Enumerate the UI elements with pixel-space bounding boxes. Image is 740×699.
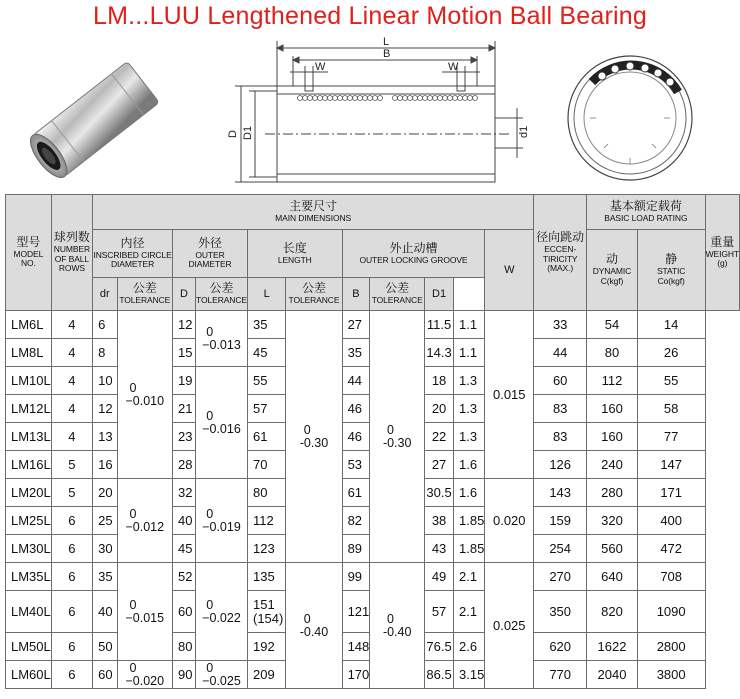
header-L-tolerance: 公差 TOLERANCE	[286, 278, 342, 311]
cell-L: 35	[247, 311, 285, 339]
header-dr-tolerance: 公差 TOLERANCE	[117, 278, 173, 311]
cell-eccentricity: 0.015	[485, 311, 534, 479]
cell-D1: 14.3	[425, 339, 454, 367]
cell-dynamic: 620	[534, 633, 587, 661]
cell-model: LM6L	[6, 311, 52, 339]
header-L: L	[247, 278, 285, 311]
header-outer-diameter: 外径 OUTER DIAMETER	[173, 230, 248, 278]
cell-D1: 27	[425, 451, 454, 479]
header-locking-groove: 外止动槽 OUTER LOCKING GROOVE	[342, 230, 485, 278]
header-length: 长度 LENGTH	[247, 230, 342, 278]
cell-eccentricity: 0.020	[485, 479, 534, 563]
cell-D1: 22	[425, 423, 454, 451]
cell-D1: 11.5	[425, 311, 454, 339]
cell-dynamic: 143	[534, 479, 587, 507]
tolerance-dr: 0 −0.012	[117, 479, 173, 563]
cell-D: 45	[173, 535, 196, 563]
cell-D: 12	[173, 311, 196, 339]
cell-dr: 20	[93, 479, 117, 507]
header-dr: dr	[93, 278, 117, 311]
cell-ball-rows: 6	[51, 563, 92, 591]
cell-D: 23	[173, 423, 196, 451]
cell-dynamic: 44	[534, 339, 587, 367]
tolerance-B: 0 -0.30	[370, 311, 425, 563]
cell-weight: 58	[637, 395, 705, 423]
cell-dynamic: 159	[534, 507, 587, 535]
cell-W: 1.85	[454, 535, 485, 563]
cell-B: 35	[342, 339, 370, 367]
cell-ball-rows: 4	[51, 395, 92, 423]
cell-dynamic: 60	[534, 367, 587, 395]
cell-weight: 472	[637, 535, 705, 563]
cell-B: 44	[342, 367, 370, 395]
cell-ball-rows: 4	[51, 311, 92, 339]
cell-weight: 1090	[637, 591, 705, 633]
cell-dr: 35	[93, 563, 117, 591]
cell-dr: 50	[93, 633, 117, 661]
cell-weight: 400	[637, 507, 705, 535]
cell-weight: 147	[637, 451, 705, 479]
cell-weight: 3800	[637, 661, 705, 689]
cell-dr: 8	[93, 339, 117, 367]
cell-dr: 12	[93, 395, 117, 423]
cell-D1: 76.5	[425, 633, 454, 661]
dim-label-L: L	[383, 36, 390, 48]
cell-L: 192	[247, 633, 285, 661]
cell-dr: 40	[93, 591, 117, 633]
cell-W: 1.1	[454, 311, 485, 339]
dim-label-D1: D1	[242, 125, 254, 140]
tolerance-B: 0 -0.40	[370, 563, 425, 689]
cell-weight: 2800	[637, 633, 705, 661]
cell-dr: 60	[93, 661, 117, 689]
cell-weight: 171	[637, 479, 705, 507]
bearing-cross-section-drawing	[205, 36, 545, 186]
cell-D: 60	[173, 591, 196, 633]
cell-D: 15	[173, 339, 196, 367]
cell-W: 1.85	[454, 507, 485, 535]
cell-model: LM16L	[6, 451, 52, 479]
cell-static: 160	[587, 395, 638, 423]
header-eccentricity: 径向跳动 ECCEN- TIRICITY (MAX.)	[534, 195, 587, 311]
cell-dr: 16	[93, 451, 117, 479]
cell-model: LM30L	[6, 535, 52, 563]
cell-dynamic: 83	[534, 395, 587, 423]
cell-ball-rows: 6	[51, 661, 92, 689]
cell-L: 55	[247, 367, 285, 395]
cell-D1: 38	[425, 507, 454, 535]
cell-static: 280	[587, 479, 638, 507]
header-basic-load-rating: 基本额定载荷 BASIC LOAD RATING	[587, 195, 705, 230]
cell-W: 1.3	[454, 367, 485, 395]
header-inscribed-diameter: 内径 INSCRIBED CIRCLE DIAMETER	[93, 230, 173, 278]
cell-dr: 13	[93, 423, 117, 451]
cell-D: 21	[173, 395, 196, 423]
cell-D: 52	[173, 563, 196, 591]
cell-static: 560	[587, 535, 638, 563]
header-B: B	[342, 278, 370, 311]
table-row	[6, 563, 740, 591]
cell-W: 1.6	[454, 479, 485, 507]
cell-D1: 86.5	[425, 661, 454, 689]
cell-B: 121	[342, 591, 370, 633]
cell-L: 57	[247, 395, 285, 423]
dim-label-d1: d1	[518, 125, 530, 138]
cell-D1: 20	[425, 395, 454, 423]
cell-B: 46	[342, 395, 370, 423]
cell-B: 148	[342, 633, 370, 661]
cell-weight: 55	[637, 367, 705, 395]
cell-dynamic: 350	[534, 591, 587, 633]
cell-B: 27	[342, 311, 370, 339]
cell-B: 170	[342, 661, 370, 689]
bearing-photo	[18, 55, 168, 185]
cell-W: 2.1	[454, 591, 485, 633]
cell-L: 61	[247, 423, 285, 451]
dim-label-B: B	[383, 48, 391, 60]
cell-ball-rows: 6	[51, 535, 92, 563]
cell-B: 89	[342, 535, 370, 563]
tolerance-dr: 0 −0.020	[117, 661, 173, 689]
dim-label-W-right: W	[448, 61, 459, 73]
cell-B: 61	[342, 479, 370, 507]
cell-W: 1.3	[454, 395, 485, 423]
table-row	[6, 311, 740, 339]
cell-D: 32	[173, 479, 196, 507]
dim-label-W-left: W	[315, 61, 326, 73]
cell-eccentricity: 0.025	[485, 563, 534, 689]
cell-static: 112	[587, 367, 638, 395]
cell-W: 1.1	[454, 339, 485, 367]
cell-D: 28	[173, 451, 196, 479]
cell-model: LM10L	[6, 367, 52, 395]
cell-weight: 14	[637, 311, 705, 339]
cell-static: 820	[587, 591, 638, 633]
cell-D1: 18	[425, 367, 454, 395]
cell-model: LM25L	[6, 507, 52, 535]
cell-weight: 77	[637, 423, 705, 451]
cell-model: LM13L	[6, 423, 52, 451]
cell-B: 46	[342, 423, 370, 451]
cell-W: 1.6	[454, 451, 485, 479]
page-title: LM...LUU Lengthened Linear Motion Ball Bearing	[93, 2, 647, 30]
cell-dr: 6	[93, 311, 117, 339]
tolerance-D: 0 −0.022	[196, 563, 248, 661]
header-main-dimensions: 主要尺寸 MAIN DIMENSIONS	[93, 195, 534, 230]
cell-ball-rows: 6	[51, 591, 92, 633]
header-w: W	[485, 230, 534, 311]
cell-dynamic: 83	[534, 423, 587, 451]
cell-ball-rows: 5	[51, 451, 92, 479]
cell-dynamic: 270	[534, 563, 587, 591]
cell-ball-rows: 6	[51, 507, 92, 535]
cell-L: 135	[247, 563, 285, 591]
cell-dr: 25	[93, 507, 117, 535]
cell-model: LM50L	[6, 633, 52, 661]
tolerance-D: 0 −0.016	[196, 367, 248, 479]
cell-dynamic: 33	[534, 311, 587, 339]
header-static: 静 STATIC Co(kgf)	[637, 230, 705, 311]
cell-L: 123	[247, 535, 285, 563]
cell-dr: 10	[93, 367, 117, 395]
cell-B: 82	[342, 507, 370, 535]
cell-dynamic: 770	[534, 661, 587, 689]
cell-model: LM35L	[6, 563, 52, 591]
cell-static: 320	[587, 507, 638, 535]
header-dynamic: 动 DYNAMIC C(kgf)	[587, 230, 638, 311]
cell-D1: 57	[425, 591, 454, 633]
cell-D1: 49	[425, 563, 454, 591]
cell-L: 80	[247, 479, 285, 507]
cell-ball-rows: 5	[51, 479, 92, 507]
cell-D: 19	[173, 367, 196, 395]
header-D: D	[173, 278, 196, 311]
tolerance-D: 0 −0.019	[196, 479, 248, 563]
cell-B: 53	[342, 451, 370, 479]
cell-L: 151 (154)	[247, 591, 285, 633]
cell-ball-rows: 4	[51, 339, 92, 367]
cell-L: 112	[247, 507, 285, 535]
header-model: 型号 MODEL NO.	[6, 195, 52, 311]
cell-ball-rows: 4	[51, 367, 92, 395]
cell-D: 40	[173, 507, 196, 535]
dim-label-D: D	[227, 130, 239, 138]
cell-dynamic: 254	[534, 535, 587, 563]
cell-weight: 26	[637, 339, 705, 367]
cell-L: 45	[247, 339, 285, 367]
cell-model: LM60L	[6, 661, 52, 689]
cell-model: LM8L	[6, 339, 52, 367]
tolerance-dr: 0 −0.015	[117, 563, 173, 661]
cell-D1: 30.5	[425, 479, 454, 507]
cell-B: 99	[342, 563, 370, 591]
cell-D: 90	[173, 661, 196, 689]
bearing-end-view-drawing	[560, 48, 700, 188]
cell-model: LM40L	[6, 591, 52, 633]
cell-L: 70	[247, 451, 285, 479]
header-D1: D1	[425, 278, 454, 311]
cell-dynamic: 126	[534, 451, 587, 479]
cell-ball-rows: 6	[51, 633, 92, 661]
cell-W: 2.6	[454, 633, 485, 661]
cell-static: 240	[587, 451, 638, 479]
header-B-tolerance: 公差 TOLERANCE	[370, 278, 425, 311]
header-D-tolerance: 公差 TOLERANCE	[196, 278, 248, 311]
cell-ball-rows: 4	[51, 423, 92, 451]
cell-D: 80	[173, 633, 196, 661]
tolerance-D: 0 −0.025	[196, 661, 248, 689]
cell-dr: 30	[93, 535, 117, 563]
cell-model: LM12L	[6, 395, 52, 423]
cell-W: 2.1	[454, 563, 485, 591]
cell-static: 640	[587, 563, 638, 591]
header-weight: 重量 WEIGHT (g)	[705, 195, 739, 311]
cell-W: 3.15	[454, 661, 485, 689]
header-ball-rows: 球列数 NUMBER OF BALL ROWS	[51, 195, 92, 311]
tolerance-dr: 0 −0.010	[117, 311, 173, 479]
cell-weight: 708	[637, 563, 705, 591]
cell-static: 160	[587, 423, 638, 451]
cell-static: 54	[587, 311, 638, 339]
cell-L: 209	[247, 661, 285, 689]
tolerance-D: 0 −0.013	[196, 311, 248, 367]
tolerance-L: 0 -0.40	[286, 563, 342, 689]
cell-model: LM20L	[6, 479, 52, 507]
tolerance-L: 0 -0.30	[286, 311, 342, 563]
specification-table	[5, 194, 740, 689]
cell-D1: 43	[425, 535, 454, 563]
cell-W: 1.3	[454, 423, 485, 451]
cell-static: 2040	[587, 661, 638, 689]
cell-static: 1622	[587, 633, 638, 661]
cell-static: 80	[587, 339, 638, 367]
